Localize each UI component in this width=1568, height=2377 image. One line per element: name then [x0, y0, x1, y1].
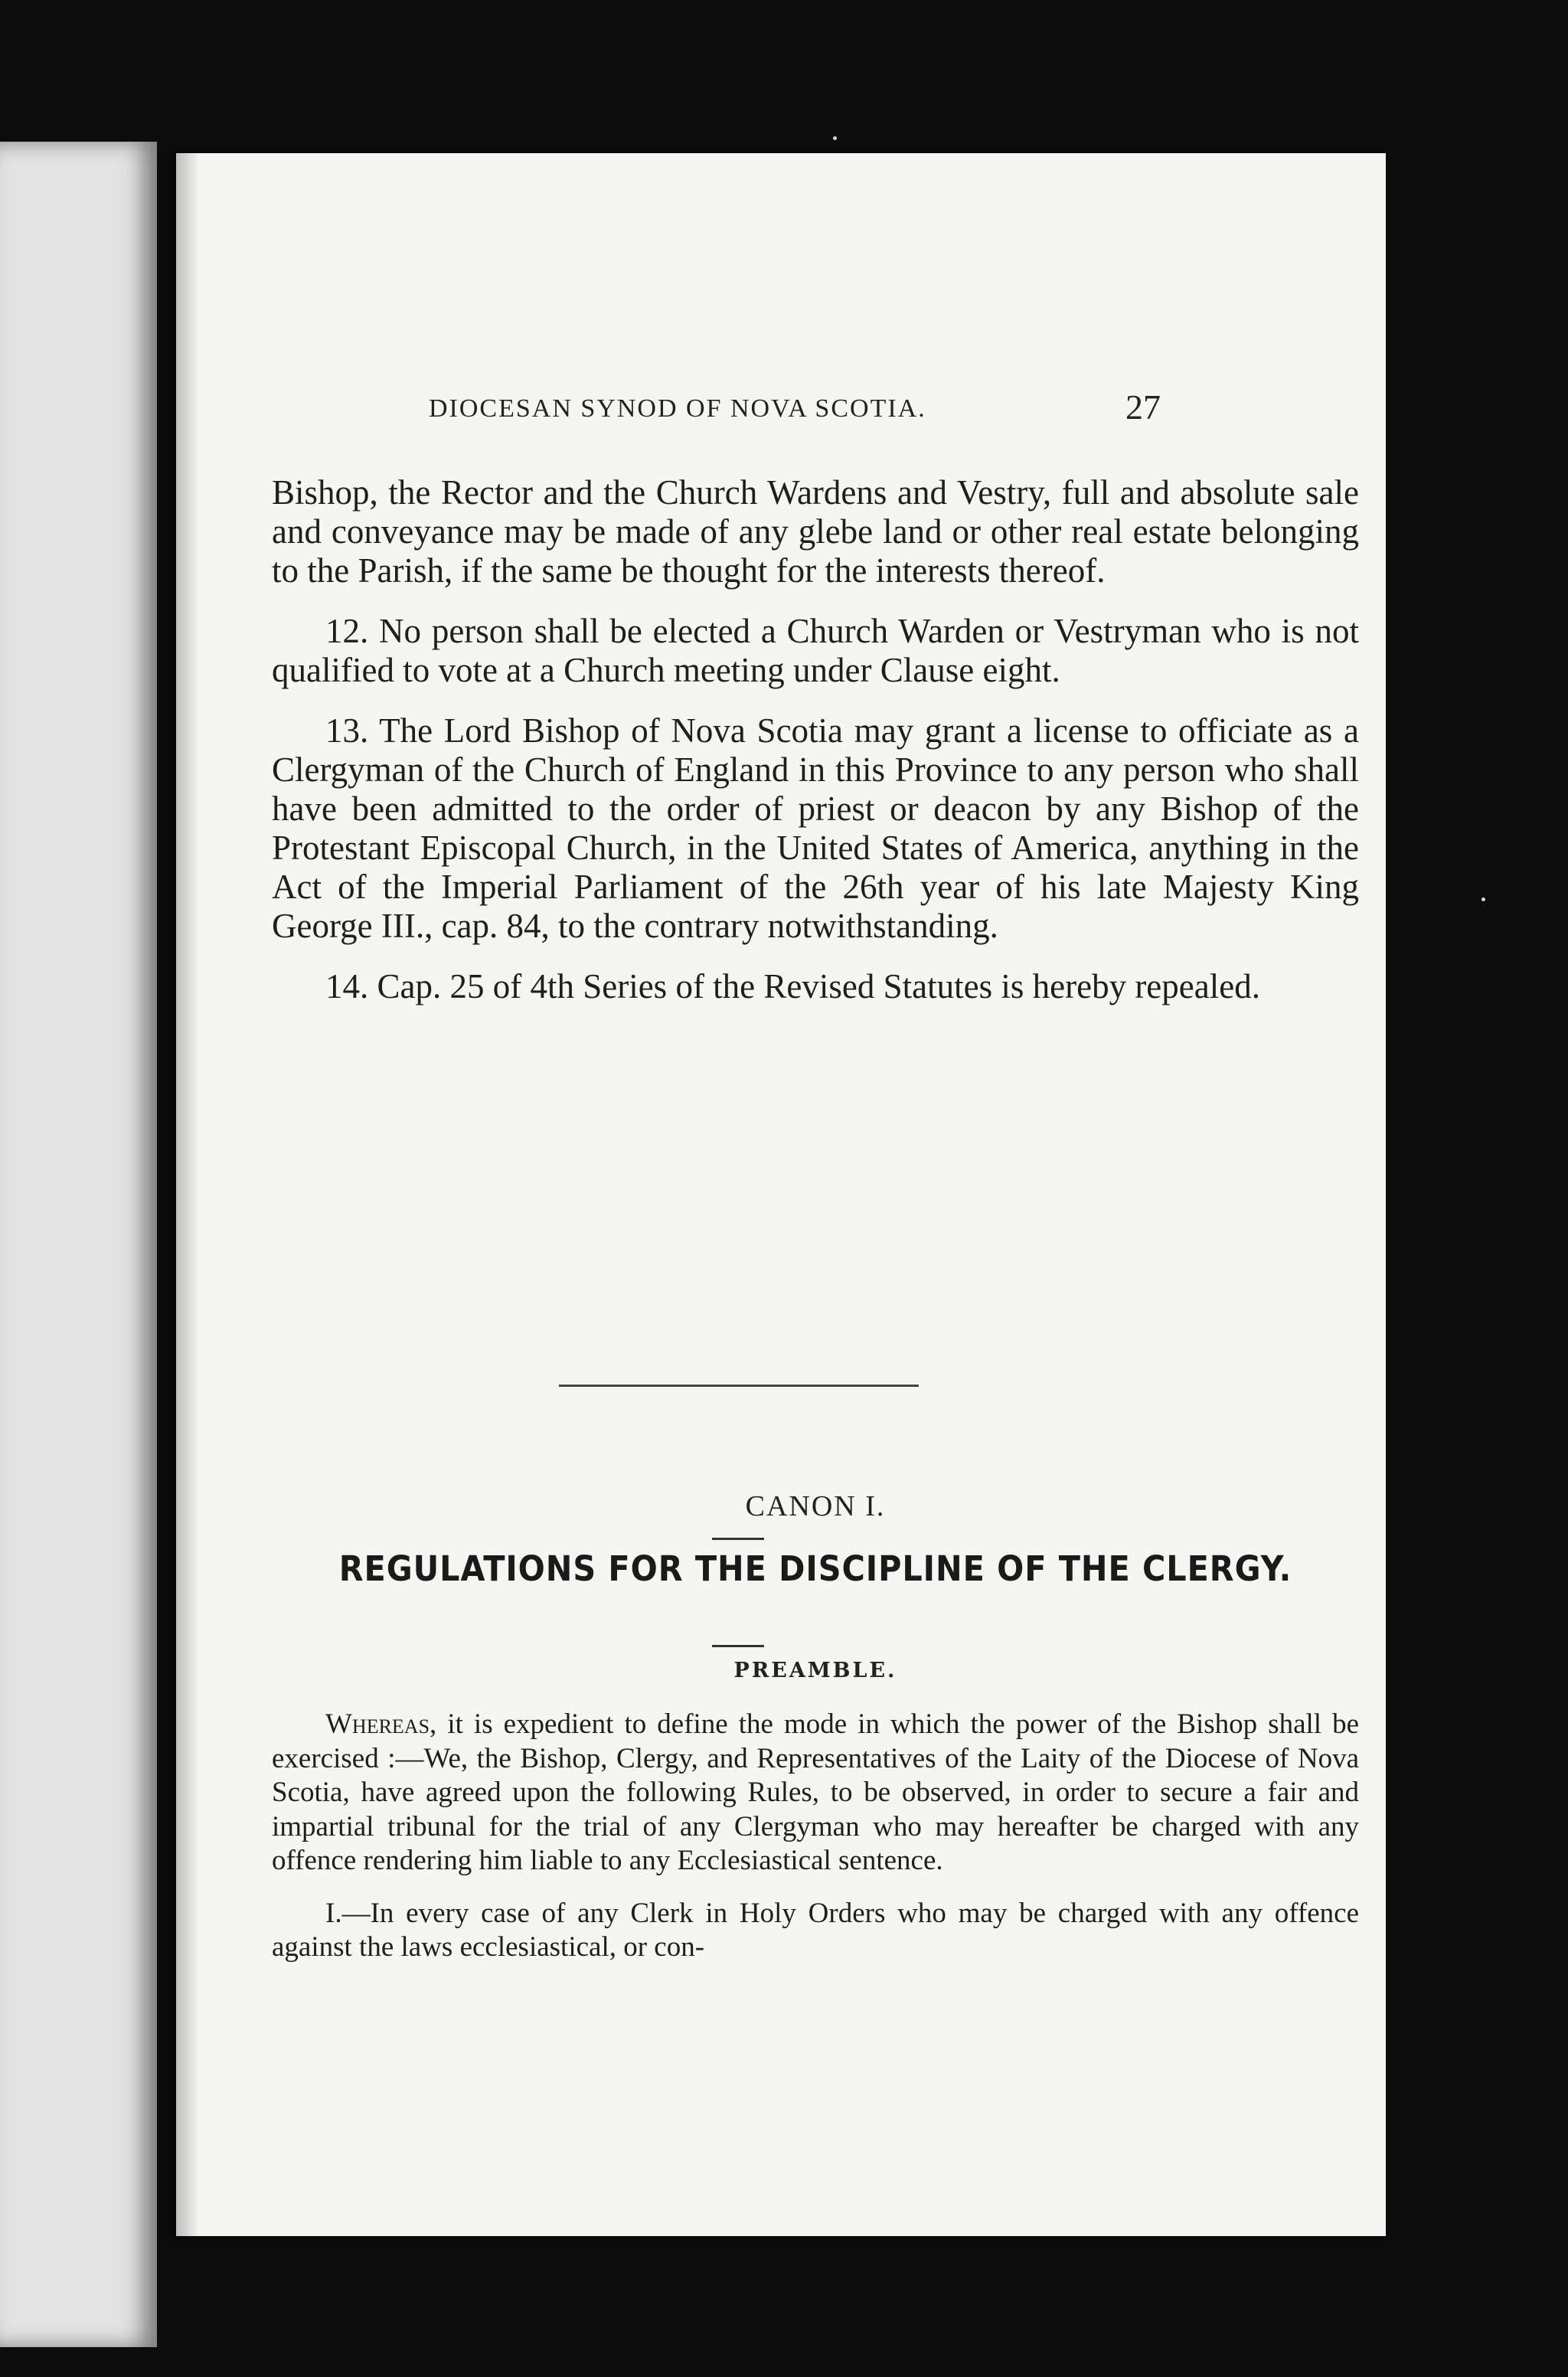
canon-title: REGULATIONS FOR THE DISCIPLINE OF THE CLERGY.: [338, 1548, 1292, 1589]
dust-speck: [1481, 898, 1485, 901]
canon-label: CANON I.: [745, 1490, 886, 1522]
title-rule-bottom: [712, 1645, 764, 1647]
preamble-paragraph: [272, 1708, 1359, 1878]
left-facing-page: [0, 142, 157, 2347]
section-divider: [559, 1385, 919, 1387]
paragraph-12: 12. No person shall be elected a Church Warden or Vestryman who is not qualified to vote at a Church meeting under Clause eight.: [272, 612, 1359, 689]
paragraph-continuation: Bishop, the Rector and the Church Wardens and Vestry, full and absolute sale and conveyance may be made of any glebe land or other real estate belonging to the Parish, if the same be thought for the interests thereof.: [272, 473, 1359, 590]
page-number: 27: [1125, 387, 1161, 427]
title-rule-top: [712, 1538, 764, 1540]
preamble-body: it is expedient to define the mode in which the power of the Bishop shall be exercised :—We, the Bishop, Clergy, and Representatives of the Laity of the Diocese of Nova Scotia, have agreed upon the following Rules, to be observed, in order to secure a fair and impartial tribunal for the trial of any Clergyman who may hereafter be charged with any offence rendering him liable to any Ecclesiastical sentence.: [272, 1708, 1359, 1876]
page-header: [253, 387, 1171, 440]
gutter-shadow: [176, 153, 199, 2236]
preamble-label: PREAMBLE.: [733, 1659, 897, 1682]
paragraph-14: 14. Cap. 25 of 4th Series of the Revised Statutes is hereby repealed.: [325, 967, 1260, 1005]
preamble-text-block: [272, 1708, 1359, 1983]
document-page: [176, 153, 1386, 2236]
dust-speck: [833, 136, 837, 140]
clause-1: I.—In every case of any Clerk in Holy Orders who may be charged with any offence against the laws ecclesiastical, or con-: [272, 1897, 1359, 1963]
paragraph-13: 13. The Lord Bishop of Nova Scotia may grant a license to officiate as a Clergyman of the Church of England in this Province to any person who shall have been admitted to the order of priest or deacon by any Bishop of the Protestant Episcopal Church, in the United States of America, anything in the Act of the Imperial Parliament of the 26th year of his late Majesty King George III., cap. 84, to the contrary notwithstanding.: [272, 711, 1359, 945]
running-head: DIOCESAN SYNOD OF NOVA SCOTIA.: [429, 394, 926, 423]
preamble-lead-word: Whereas,: [325, 1708, 437, 1740]
body-text: [272, 473, 1359, 1028]
